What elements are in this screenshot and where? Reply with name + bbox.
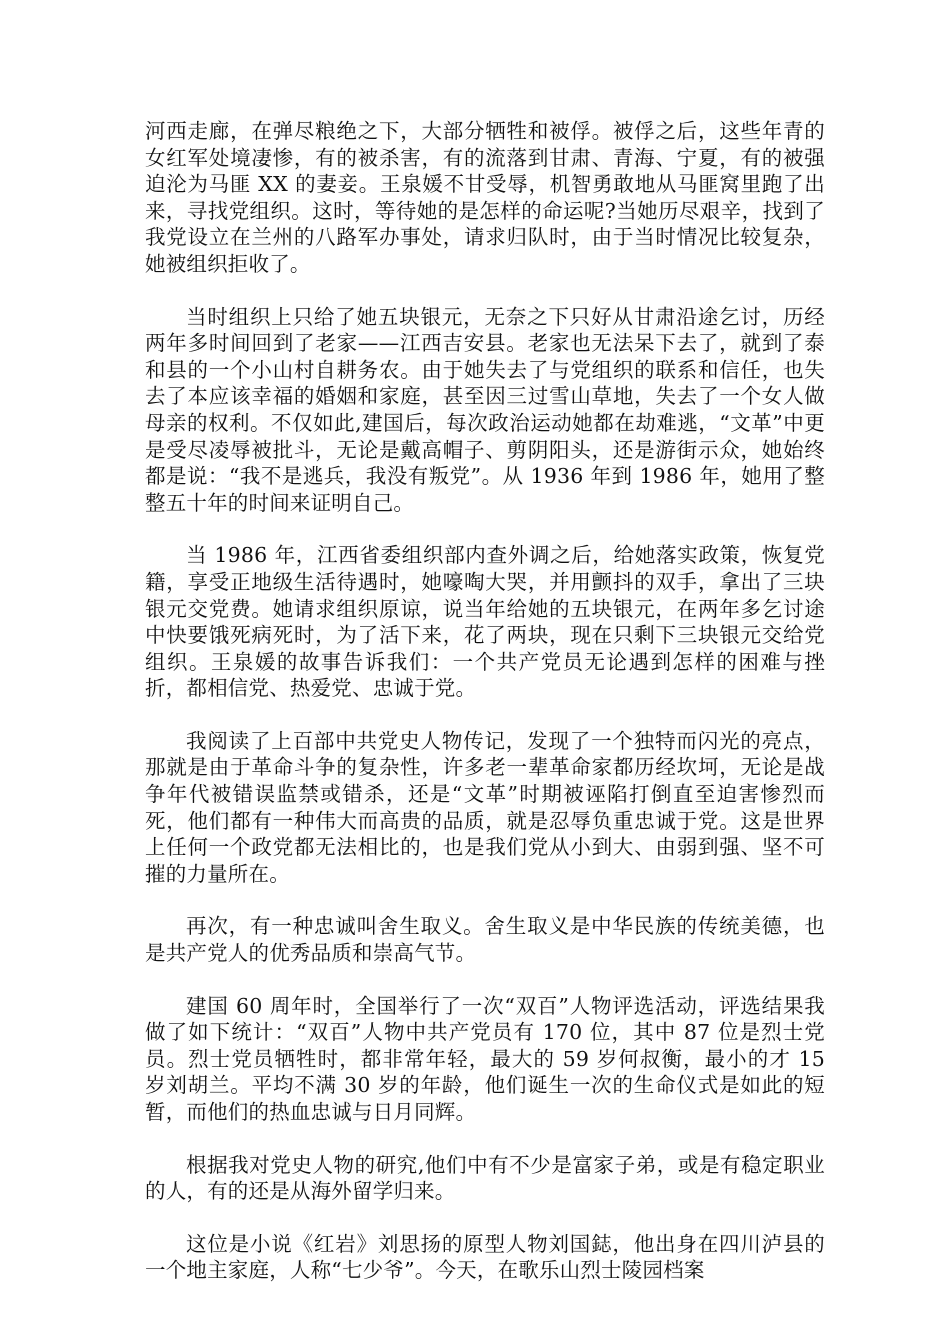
document-page [145,118,825,1310]
paragraph-8: 这位是小说《红岩》刘思扬的原型人物刘国鋕，他出身在四川泸县的一个地主家庭，人称“七少爷”。今天，在歌乐山烈士陵园档案 [145,1231,825,1283]
paragraph-3: 当 1986 年，江西省委组织部内查外调之后，给她落实政策，恢复党籍，享受正地级生活待遇时，她嚎啕大哭，并用颤抖的双手，拿出了三块银元交党费。她请求组织原谅，说当年给她的五块银元，在两年多乞讨途中快要饿死病死时，为了活下来，花了两块，现在只剩下三块银元交给党组织。王泉媛的故事告诉我们：一个共产党员无论遇到怎样的困难与挫折，都相信党、热爱党、忠诚于党。 [145,543,825,701]
paragraph-5: 再次，有一种忠诚叫舍生取义。舍生取义是中华民族的传统美德，也是共产党人的优秀品质和崇高气节。 [145,914,825,966]
paragraph-2: 当时组织上只给了她五块银元，无奈之下只好从甘肃沿途乞讨，历经两年多时间回到了老家——江西吉安县。老家也无法呆下去了，就到了泰和县的一个小山村自耕务农。由于她失去了与党组织的联系和信任，也失去了本应该幸福的婚姻和家庭，甚至因三过雪山草地，失去了一个女人做母亲的权利。不仅如此,建国后，每次政治运动她都在劫难逃，“文革”中更是受尽凌辱被批斗，无论是戴高帽子、剪阴阳头，还是游街示众，她始终都是说：“我不是逃兵，我没有叛党”。从 1936 年到 1986 年，她用了整整五十年的时间来证明自己。 [145,304,825,515]
paragraph-1: 河西走廊，在弹尽粮绝之下，大部分牺牲和被俘。被俘之后，这些年青的女红军处境凄惨，有的被杀害，有的流落到甘肃、青海、宁夏，有的被强迫沦为马匪 XX 的妻妾。王泉媛不甘受辱，机智勇敢地从马匪窝里跑了出来，寻找党组织。这时，等待她的是怎样的命运呢?当她历尽艰辛，找到了我党设立在兰州的八路军办事处，请求归队时，由于当时情况比较复杂，她被组织拒收了。 [145,119,825,276]
paragraph-4: 我阅读了上百部中共党史人物传记，发现了一个独特而闪光的亮点，那就是由于革命斗争的复杂性，许多老一辈革命家都历经坎坷，无论是战争年代被错误监禁或错杀，还是“文革”时期被诬陷打倒直至迫害惨烈而死，他们都有一种伟大而高贵的品质，就是忍辱负重忠诚于党。这是世界上任何一个政党都无法相比的，也是我们党从小到大、由弱到强、坚不可摧的力量所在。 [145,728,825,886]
paragraph-7: 根据我对党史人物的研究,他们中有不少是富家子弟，或是有稳定职业的人，有的还是从海外留学归来。 [145,1152,825,1204]
paragraph-6: 建国 60 周年时，全国举行了一次“双百”人物评选活动，评选结果我做了如下统计：“双百”人物中共产党员有 170 位，其中 87 位是烈士党员。烈士党员牺牲时，都非常年轻，最大的 59 岁何叔衡，最小的才 15 岁刘胡兰。平均不满 30 岁的年龄，他们诞生一次的生命仪式是如此的短暂，而他们的热血忠诚与日月同辉。 [145,993,825,1124]
